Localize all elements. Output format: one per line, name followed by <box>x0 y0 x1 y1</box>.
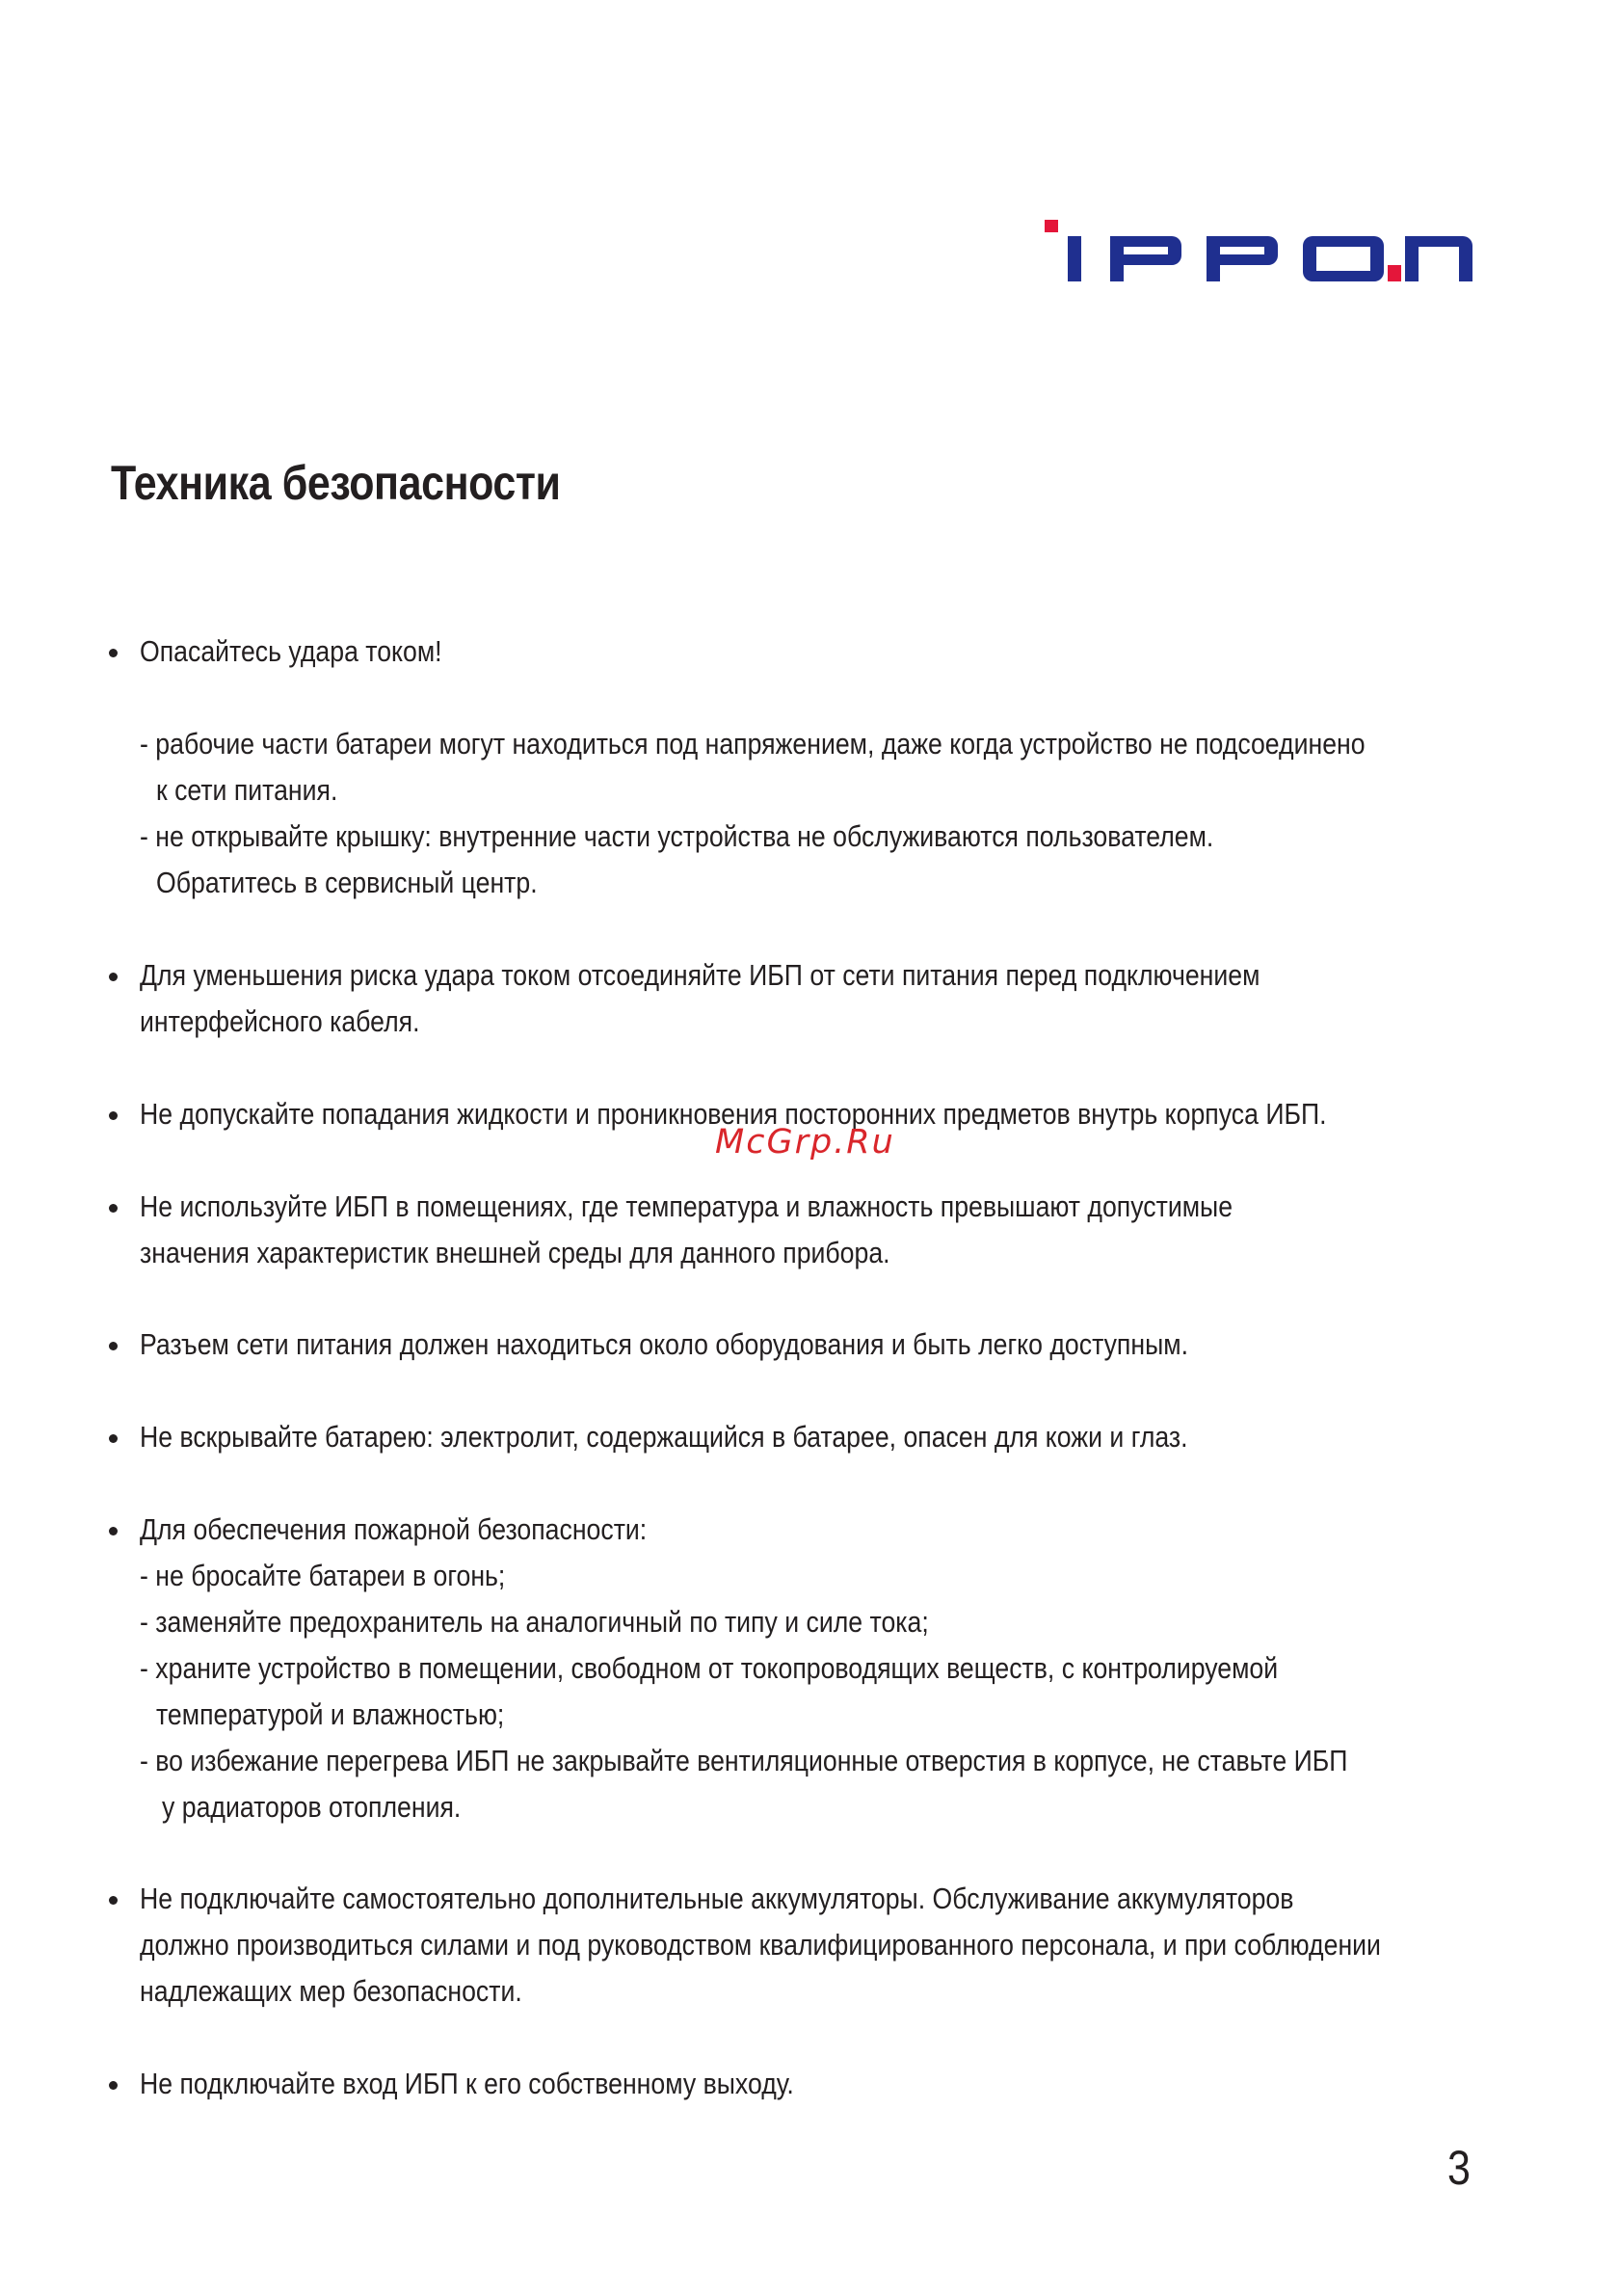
sub-item-text: - не открывайте крышку: внутренние части устройства не обслуживаются пользователем. <box>140 819 1214 853</box>
list-item-text: Для обеспечения пожарной безопасности: <box>140 1512 648 1546</box>
sub-item-text: - заменяйте предохранитель на аналогичный по типу и силе тока; <box>140 1605 929 1639</box>
bullet-icon <box>109 1896 118 1905</box>
logo-letter-p1 <box>1110 236 1181 281</box>
bullet-icon <box>109 973 118 981</box>
bullet-icon <box>109 1111 118 1120</box>
logo-letter-i <box>1068 236 1081 281</box>
list-item-text: Опасайтесь удара током! <box>140 634 442 668</box>
list-item-text: Не подключайте самостоятельно дополнительные аккумуляторы. Обслуживание аккумуляторов <box>140 1882 1294 1915</box>
list-item-text: Не допускайте попадания жидкости и проникновения посторонних предметов внутрь корпуса ИБП. <box>140 1097 1327 1131</box>
watermark[interactable]: McGrp.Ru <box>715 1123 895 1161</box>
sub-item-text: у радиаторов отопления. <box>162 1790 462 1824</box>
bullet-icon <box>109 1204 118 1213</box>
bullet-icon <box>109 1527 118 1535</box>
logo-dot-red <box>1045 220 1058 232</box>
list-item-text: Не используйте ИБП в помещениях, где температура и влажность превышают допустимые <box>140 1189 1233 1223</box>
bullet-icon <box>109 649 118 657</box>
logo-dot-red-2 <box>1388 265 1401 281</box>
list-item-text: надлежащих мер безопасности. <box>140 1974 522 2008</box>
sub-item-text: к сети питания. <box>156 773 338 807</box>
logo-letter-n <box>1405 236 1472 281</box>
sub-item-text: - во избежание перегрева ИБП не закрывайте вентиляционные отверстия в корпусе, не ставьте ИБП <box>140 1744 1348 1777</box>
logo-letter-p2 <box>1207 236 1278 281</box>
bullet-icon <box>109 2081 118 2090</box>
ippon-logo <box>1043 217 1476 284</box>
bullet-icon <box>109 1434 118 1443</box>
list-item-text: должно производиться силами и под руководством квалифицированного персонала, и при соблюдении <box>140 1928 1381 1962</box>
list-item-text: значения характеристик внешней среды для данного прибора. <box>140 1236 890 1269</box>
logo-letter-o <box>1303 236 1384 281</box>
sub-item-text: - храните устройство в помещении, свободном от токопроводящих веществ, с контролируемой <box>140 1651 1279 1685</box>
page-number: 3 <box>1447 2141 1471 2195</box>
sub-item-text: - рабочие части батареи могут находиться под напряжением, даже когда устройство не подсоединено <box>140 727 1366 761</box>
list-item-text: интерфейсного кабеля. <box>140 1004 420 1038</box>
sub-item-text: температурой и влажностью; <box>156 1697 505 1731</box>
sub-item-text: - не бросайте батареи в огонь; <box>140 1559 506 1592</box>
list-item-text: Разъем сети питания должен находиться около оборудования и быть легко доступным. <box>140 1327 1188 1361</box>
sub-item-text: Обратитесь в сервисный центр. <box>156 866 538 899</box>
list-item-text: Не вскрывайте батарею: электролит, содержащийся в батарее, опасен для кожи и глаз. <box>140 1420 1188 1454</box>
page-title: Техника безопасности <box>111 456 561 510</box>
list-item-text: Для уменьшения риска удара током отсоединяйте ИБП от сети питания перед подключением <box>140 958 1260 992</box>
bullet-icon <box>109 1342 118 1350</box>
list-item-text: Не подключайте вход ИБП к его собственному выходу. <box>140 2067 794 2100</box>
